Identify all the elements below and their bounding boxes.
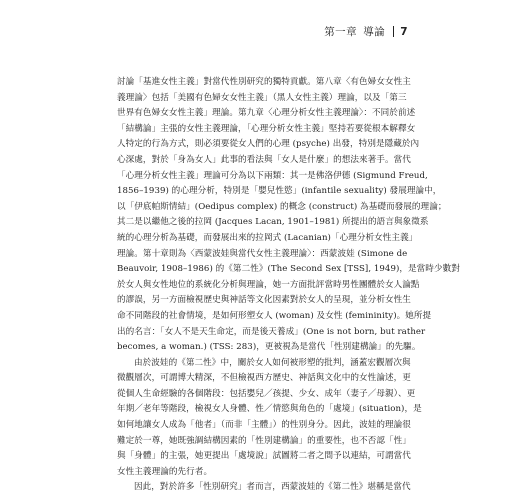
page-number: 7	[400, 25, 408, 38]
text-line: 義理論〉包括「美國有色婦女女性主義」（黑人女性主義）理論，以及「第三	[117, 92, 407, 103]
text-line: becomes, a woman.) (TSS: 283)，更被視為是當代「性別建構論」的先驅。	[117, 342, 421, 353]
text-line: 從個人生命經驗的各個階段：包括嬰兒／孩提、少女、成年（妻子／母親）、更	[117, 388, 416, 399]
text-line: 心深處，對於「身為女人」此事的看法與「女人是什麼」的想法來著手。當代	[117, 154, 411, 165]
text-line: 討論「基進女性主義」對當代性別研究的獨特貢獻。第八章〈有色婦女女性主	[117, 77, 411, 87]
text-line: 「心理分析女性主義」理論可分為以下兩類：其一是佛洛伊德 (Sigmund Freud,	[117, 170, 428, 181]
text-line: 由於波娃的《第二性》中，關於女人如何被形塑的批判，涵蓋宏觀層次與	[134, 357, 411, 368]
running-header	[324, 24, 408, 39]
header-divider	[393, 26, 394, 37]
text-line: 微觀層次，可謂博大精深，不但檢視西方歷史、神話與文化中的女性論述，更	[117, 373, 411, 384]
chapter-label: 第一章	[324, 26, 358, 38]
text-line: 與「身體」的主張，她更提出「處境說」試圖將二者之間予以連結，可謂當代	[117, 451, 411, 462]
text-line: 其二是以繼他之後的拉岡 (Jacques Lacan, 1901–1981) 所提出的語言與象徵系	[117, 217, 429, 228]
text-line: 1856–1939) 的心理分析，特別是「嬰兒性慾」(infantile sexuality) 發展理論中，	[117, 186, 442, 197]
text-line: 以「伊底帕斯情結」(Oedipus complex) 的概念 (construct) 為基礎而發展的理論；	[117, 201, 447, 212]
text-line: Beauvoir, 1908–1986) 的《第二性》(The Second Sex [TSS], 1949)，是當時少數對	[117, 264, 460, 275]
text-line: 人特定的行為方式，則必須要從女人們的心理 (psyche) 出發，特別是隱藏於內	[117, 139, 420, 150]
text-line: 於女人與女性地位的系統化分析與理論，她一方面批評當時男性團體於女人論點	[117, 279, 420, 290]
text-line: 命不同階段的社會情境，是如何形塑女人 (woman) 及女性 (femininity)。她所提	[117, 310, 432, 321]
text-line: 出的名言：「女人不是天生命定，而是後天養成」(One is not born, but rather	[117, 326, 426, 337]
text-line: 「結構論」主張的女性主義理論，「心理分析女性主義」堅持若要從根本解釋女	[117, 123, 416, 134]
text-line: 年期／老年等階段，檢視女人身體、性／情慾與角色的「處境」(situation)，是	[117, 404, 422, 415]
text-line: 世界有色婦女女性主義」理論。第九章〈心理分析女性主義理論〉：不同於前述	[117, 108, 416, 119]
text-line: 統的心理分析為基礎，而發展出來的拉岡式 (Lacanian)「心理分析女性主義」	[117, 232, 418, 243]
body-text	[117, 75, 460, 496]
section-label: 導論	[363, 26, 386, 38]
text-line: 的謬誤，另一方面檢視歷史與神話等文化因素對於女人的呈現，並分析女性生	[117, 295, 411, 306]
text-line: 因此，對於許多「性別研究」者而言，西蒙波娃的《第二性》堪稱是當代	[134, 482, 411, 493]
text-line: 女性主義理論的先行者。	[117, 466, 213, 477]
text-line: 難定於一尊，她既強調結構因素的「性別建構論」的重要性，也不否認「性」	[117, 435, 411, 446]
text-line: 如何地讓女人成為「他者」（而非「主體」）的性別身分。因此，波娃的理論很	[117, 420, 411, 431]
text-line: 理論。第十章則為〈西蒙波娃與當代女性主義理論〉：西蒙波娃 (Simone de	[117, 248, 408, 259]
